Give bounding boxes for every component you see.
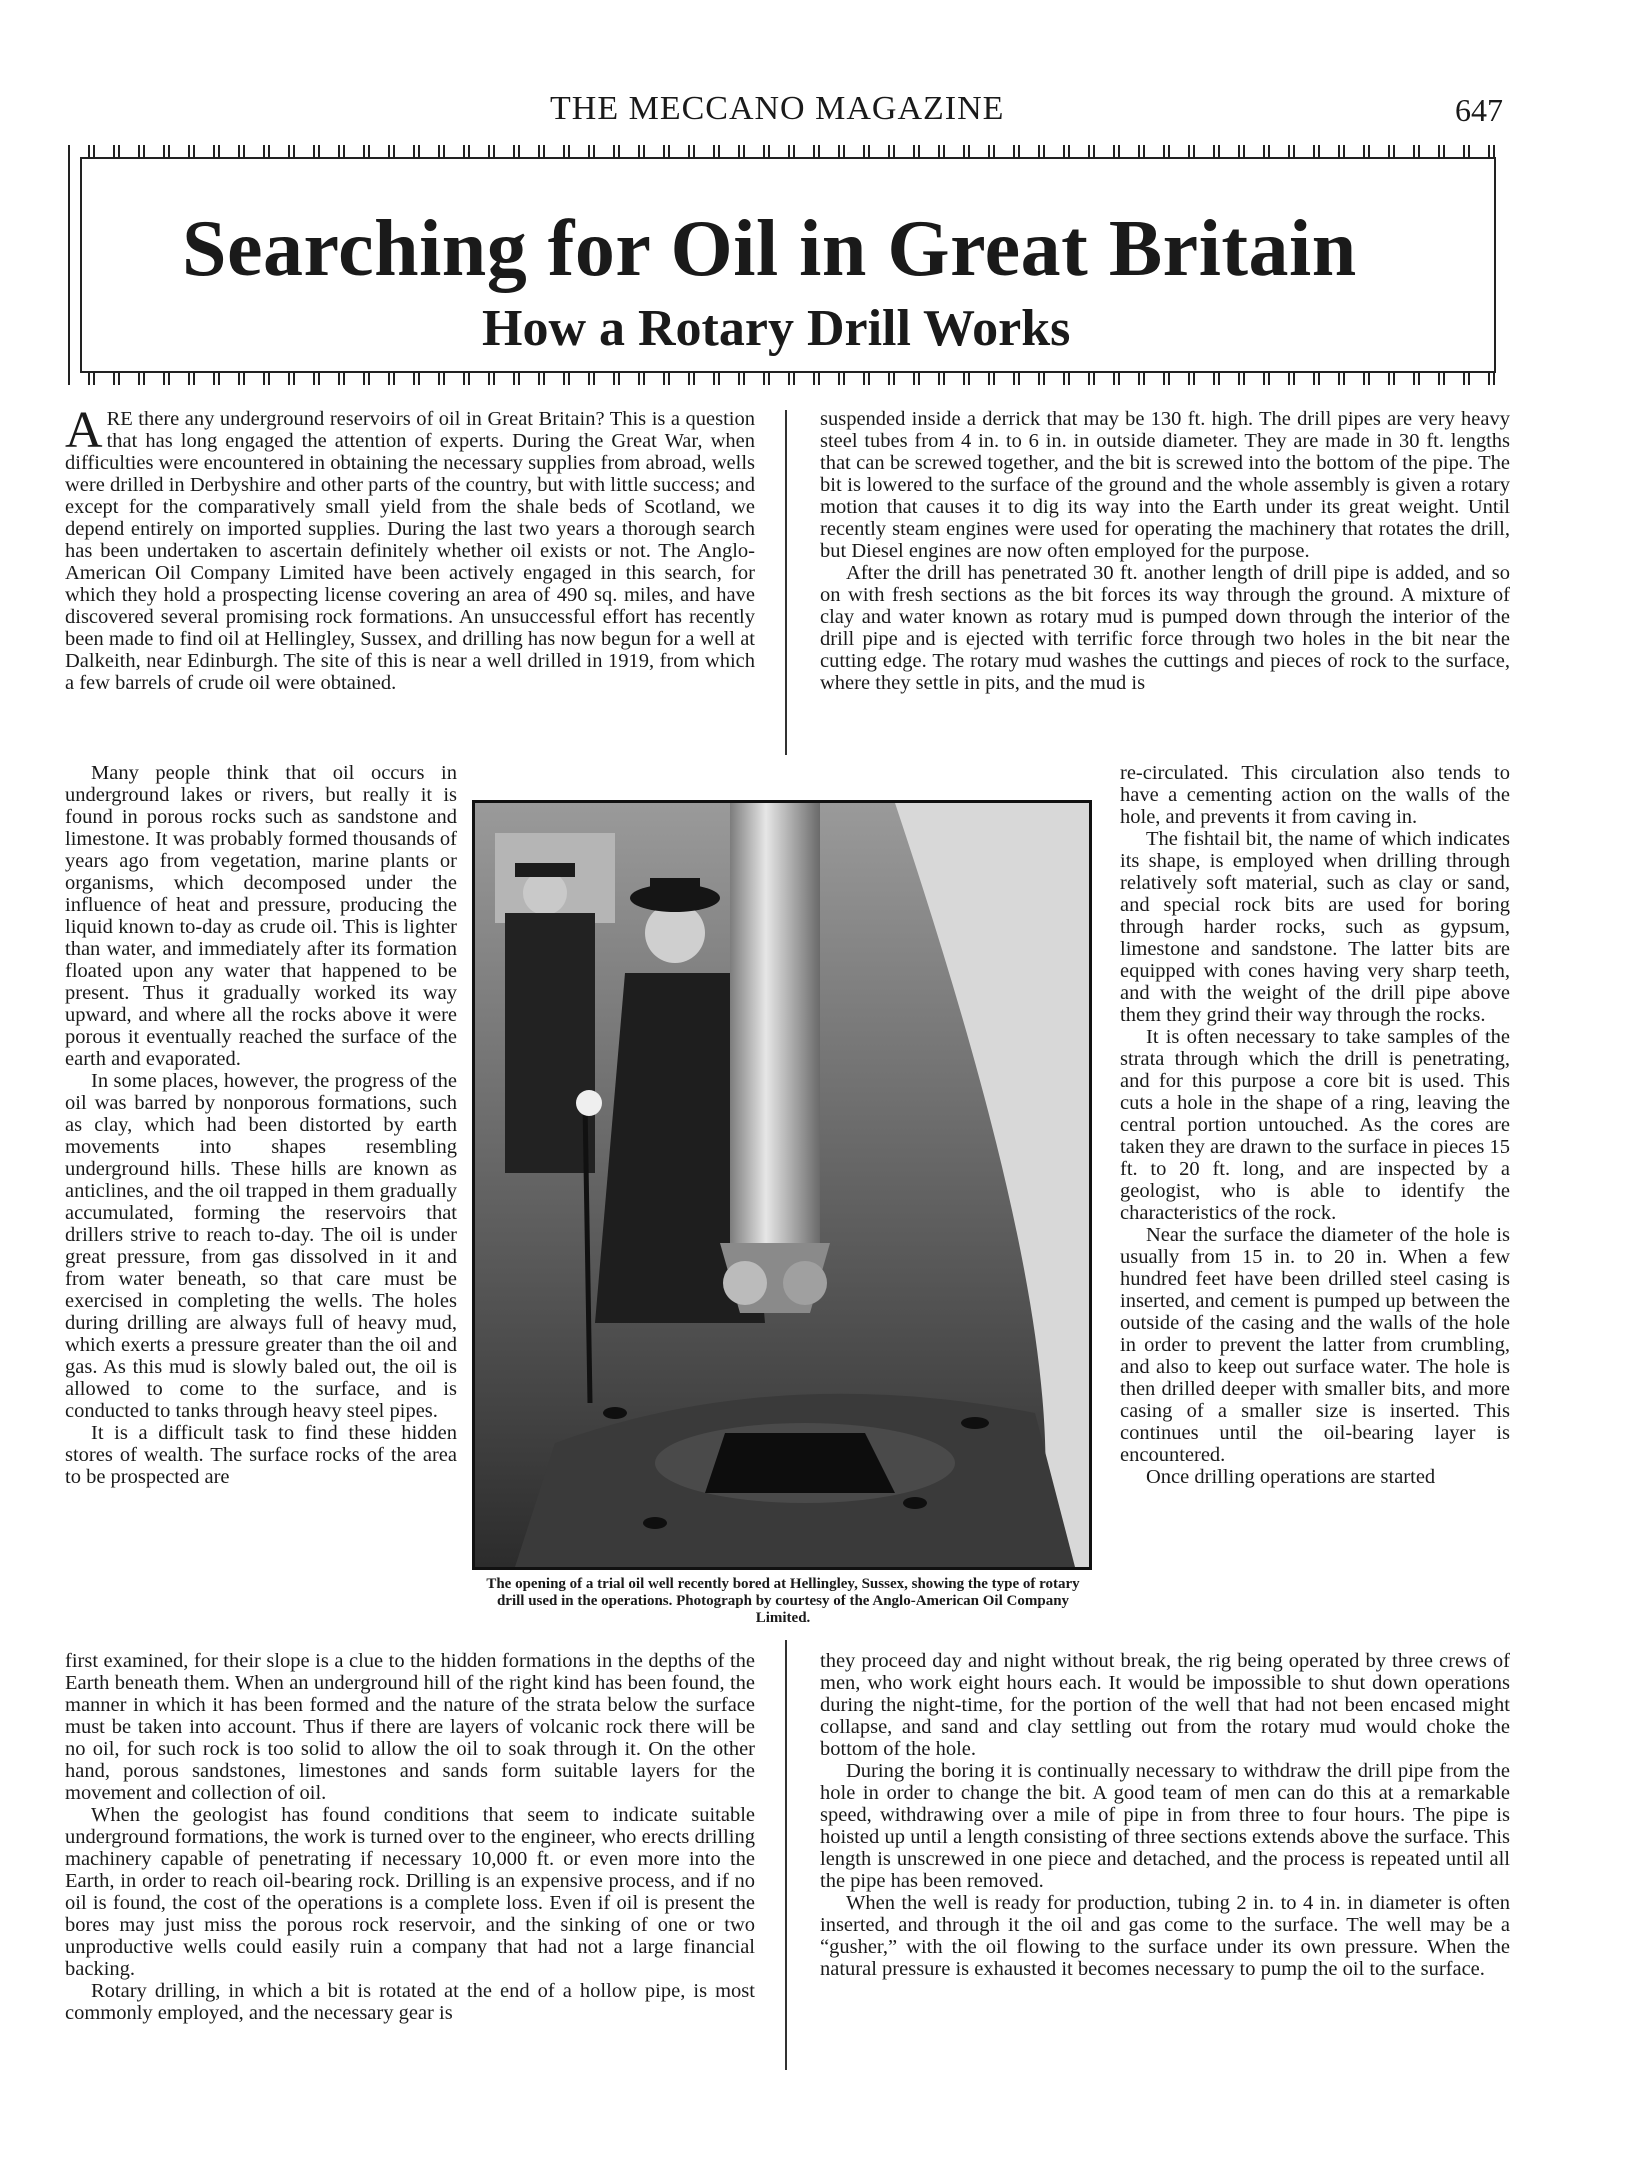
paragraph: After the drill has penetrated 30 ft. another length of drill pipe is added, and so on with fresh sections as the bit forces its way through the ground. A mixture of clay and water known as rotary mud is pumped down through the interior of the drill pipe and is ejected with terrific force through two holes in the bit near the cutting edge. The rotary mud washes the cuttings and pieces of rock to the surface, where they settle in pits, and the mud is [820, 562, 1510, 694]
paragraph: first examined, for their slope is a clue to the hidden formations in the depths of the Earth beneath them. When an underground hill of the right kind has been found, the manner in which it has been formed and the nature of the strata below the surface must be taken into account. Thus if there are layers of volcanic rock there will be no oil, for such rock is too solid to allow the oil to soak through it. On the other hand, porous sandstones, limestones and sands form suitable layers for the movement and collection of oil. [65, 1650, 755, 1804]
paragraph: It is often necessary to take samples of the strata through which the drill is penetrating, and for this purpose a core bit is used. This cuts a hole in the shape of a ring, leaving the central portion untouched. As the cores are taken they are drawn to the surface in pieces 15 ft. to 20 ft. long, and are inspected by a geologist, who is able to identify the characteristics of the rock. [1120, 1026, 1510, 1224]
paragraph: Many people think that oil occurs in underground lakes or rivers, but really it is found in porous rocks such as sandstone and limestone. It was probably formed thousands of years ago from vegetation, marine plants or organisms, which decomposed under the influence of heat and pressure, producing the liquid known to-day as crude oil. This is lighter than water, and immediately after its formation floated upon any water that happened to be present. Thus it gradually worked its way upward, and where all the rocks above it were porous it eventually reached the surface of the earth and evaporated. [65, 762, 457, 1070]
page-number: 647 [1455, 92, 1503, 128]
paragraph: The fishtail bit, the name of which indicates its shape, is employed when drilling through relatively soft material, such as clay or sand, and special rock bits are used for boring through harder rocks, such as gypsum, limestone and sandstone. The latter bits are equipped with cones having very sharp teeth, and with the weight of the drill pipe above them they grind their way through the rocks. [1120, 828, 1510, 1026]
drill-photo-illustration [475, 803, 1089, 1567]
paragraph: In some places, however, the progress of the oil was barred by nonporous formations, such as clay, which had been distorted by earth movements into shapes resembling underground hills. These hills are known as anticlines, and the oil trapped in them gradually accumulated, forming the reservoirs that drillers strive to reach to-day. The oil is under great pressure, from gas dissolved in it and from water beneath, so that care must be exercised in completing the wells. The holes during drilling are always full of heavy mud, which exerts a pressure greater than the oil and gas. As this mud is slowly baled out, the oil is allowed to come to the surface, and is conducted to tanks through heavy steel pipes. [65, 1070, 457, 1422]
article-title: Searching for Oil in Great Britain [182, 205, 1357, 293]
paragraph: ARE there any underground reservoirs of oil in Great Britain? This is a question that has long engaged the attention of experts. During the Great War, when difficulties were encountered in obtaining the necessary supplies from abroad, wells were drilled in Derbyshire and other parts of the country, but with little success; and except for the comparatively small yield from the shale beds of Scotland, we depend entirely on imported supplies. During the last two years a thorough search has been undertaken to ascertain definitely whether oil exists or not. The Anglo-American Oil Company Limited have been actively engaged in this search, for which they hold a prospecting license covering an area of 490 sq. miles, and have discovered several promising rock formations. An unsuccessful effort has recently been made to find oil at Hellingley, Sussex, and drilling has now begun for a well at Dalkeith, near Edinburgh. The site of this is near a well drilled in 1919, from which a few barrels of crude oil were obtained. [65, 402, 755, 694]
dropcap: A [65, 402, 103, 459]
paragraph: they proceed day and night without break, the rig being operated by three crews of men, who work eight hours each. It would be impossible to shut down operations during the night-time, for the portion of the well that had not been encased might collapse, and sand and clay settling out from the rotary mud would choke the bottom of the hole. [820, 1650, 1510, 1760]
column-rule [785, 1640, 787, 2070]
right-column-bottom [820, 1650, 1510, 1980]
drill-photograph [472, 800, 1092, 1570]
right-column-narrow [1120, 762, 1510, 1488]
title-box [68, 145, 1508, 385]
article-subtitle: How a Rotary Drill Works [482, 300, 1071, 357]
paragraph: Once drilling operations are started [1146, 1466, 1436, 1488]
paragraph: re-circulated. This circulation also tends to have a cementing action on the walls of the hole, and prevents it from caving in. [1120, 762, 1510, 828]
magazine-title: THE MECCANO MAGAZINE [550, 90, 1005, 127]
paragraph: When the geologist has found conditions that seem to indicate suitable underground formations, the work is turned over to the engineer, who erects drilling machinery capable of penetrating if necessary 10,000 ft. or even more into the Earth, in order to reach oil-bearing rock. Drilling is an expensive process, and if no oil is found, the cost of the operations is a complete loss. Even if oil is present the bores may just miss the porous rock reservoir, and the sinking of one or two unproductive wells could easily ruin a company that had not a large financial backing. [65, 1804, 755, 1980]
paragraph: When the well is ready for production, tubing 2 in. to 4 in. in diameter is often inserted, and through it the oil and gas come to the surface. The well may be a “gusher,” with the oil flowing to the surface under its own pressure. When the natural pressure is exhausted it becomes necessary to pump the oil to the surface. [820, 1892, 1510, 1980]
left-column-top [65, 402, 755, 694]
left-column-narrow [65, 762, 457, 1488]
right-column-top [820, 408, 1510, 694]
paragraph: Near the surface the diameter of the hole is usually from 15 in. to 20 in. When a few hundred feet have been drilled steel casing is inserted, and cement is pumped up between the outside of the casing and the walls of the hole in order to prevent the latter from crumbling, and also to keep out surface water. The hole is then drilled deeper with smaller bits, and more casing of a smaller size is inserted. This continues until the oil-bearing layer is encountered. [1120, 1224, 1510, 1466]
paragraph: It is a difficult task to find these hidden stores of wealth. The surface rocks of the area to be prospected are [65, 1422, 457, 1488]
paragraph: Rotary drilling, in which a bit is rotated at the end of a hollow pipe, is most commonly employed, and the necessary gear is [65, 1980, 755, 2024]
running-head [0, 90, 1633, 130]
photo-caption: The opening of a trial oil well recently bored at Hellingley, Sussex, showing the type of rotary drill used in the operations. Photograph by courtesy of the Anglo-American Oil Company Limited. [486, 1576, 1080, 1626]
left-column-bottom [65, 1650, 755, 2024]
column-rule [785, 410, 787, 755]
paragraph: During the boring it is continually necessary to withdraw the drill pipe from the hole in order to change the bit. A good team of men can do this at a remarkable speed, withdrawing over a mile of pipe in from three to four hours. The pipe is hoisted up until a length consisting of three sections extends above the surface. This length is unscrewed in one piece and detached, and the process is repeated until all the pipe has been removed. [820, 1760, 1510, 1892]
paragraph: suspended inside a derrick that may be 130 ft. high. The drill pipes are very heavy steel tubes from 4 in. to 6 in. in outside diameter. They are made in 30 ft. lengths that can be screwed together, and the bit is screwed into the bottom of the pipe. The bit is lowered to the surface of the ground and the whole assembly is given a rotary motion that causes it to dig its way into the Earth under its great weight. Until recently steam engines were used for operating the machinery that rotates the drill, but Diesel engines are now often employed for the purpose. [820, 408, 1510, 562]
